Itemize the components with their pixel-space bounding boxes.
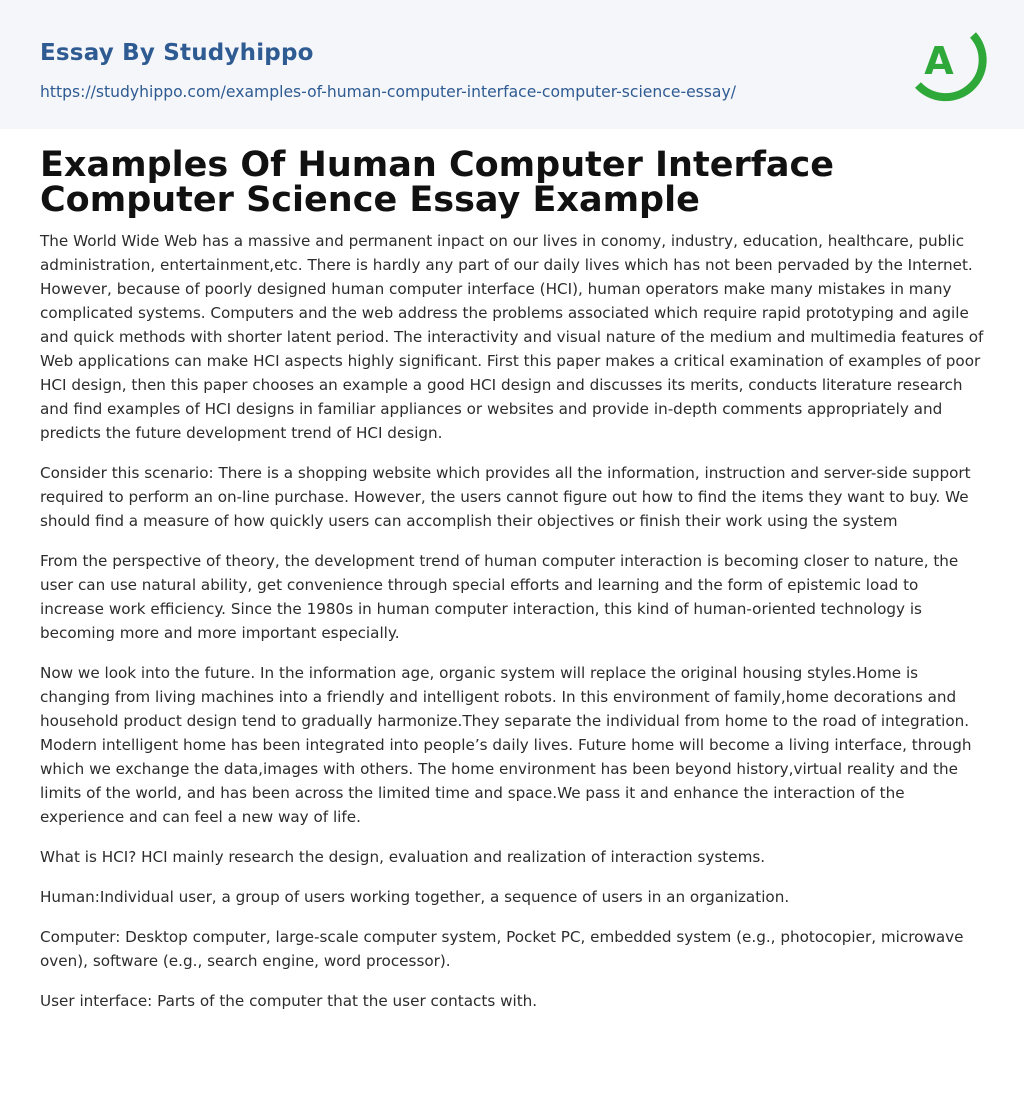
article-title: Examples Of Human Computer Interface Computer Science Essay Example xyxy=(40,145,835,220)
paragraph: Consider this scenario: There is a shopping website which provides all the information, instruction and server-side support required to perform an on-line purchase. However, the users cannot figure out how to find the items they want to buy. We should find a measure of how quickly users can accomplish their objectives or finish their work using the system xyxy=(40,464,971,530)
paragraph: Now we look into the future. In the information age, organic system will replace the original housing styles.Home is changing from living machines into a friendly and intelligent robots. In this environment of family,home decorations and household product design tend to gradually harmonize.They separate the individual from home to the road of integration. Modern intelligent home has been integrated into people’s daily lives. Future home will become a living interface, through which we exchange the data,images with others. The home environment has been beyond history,virtual reality and the limits of the world, and has been across the limited time and space.We pass it and enhance the interaction of the experience and can feel a new way of life. xyxy=(40,664,972,826)
paragraph: From the perspective of theory, the development trend of human computer interaction is becoming closer to nature, the user can use natural ability, get convenience through special efforts and learning and the form of epistemic load to increase work efficiency. Since the 1980s in human computer interaction, this kind of human-oriented technology is becoming more and more important especially. xyxy=(40,552,959,642)
article-body xyxy=(40,229,986,1013)
site-header xyxy=(0,0,1024,129)
article-main xyxy=(40,145,986,1029)
paragraph: What is HCI? HCI mainly research the design, evaluation and realization of interaction systems. xyxy=(40,848,766,866)
logo-letter: A xyxy=(924,39,954,83)
paragraph: User interface: Parts of the computer that the user contacts with. xyxy=(40,992,538,1010)
paragraph: Computer: Desktop computer, large-scale computer system, Pocket PC, embedded system (e.g., photocopier, microwave oven), software (e.g., search engine, word processor). xyxy=(40,928,964,970)
paragraph: Human:Individual user, a group of users working together, a sequence of users in an organization. xyxy=(40,888,790,906)
paragraph: The World Wide Web has a massive and permanent inpact on our lives in conomy, industry, education, healthcare, public administration, entertainment,etc. There is hardly any part of our daily lives which has not been pervaded by the Internet. However, because of poorly designed human computer interface (HCI), human operators make many mistakes in many complicated systems. Computers and the web address the problems associated which require rapid prototyping and agile and quick methods with shorter latent period. The interactivity and visual nature of the medium and multimedia features of Web applications can make HCI aspects highly significant. First this paper makes a critical examination of examples of poor HCI design, then this paper chooses an example a good HCI design and discusses its merits, conducts literature research and find examples of HCI designs in familiar appliances or websites and provide in-depth comments appropriately and predicts the future development trend of HCI design. xyxy=(40,232,984,442)
studyhippo-logo-icon[interactable] xyxy=(910,18,988,106)
site-brand[interactable]: Essay By Studyhippo xyxy=(40,40,314,66)
essay-url-link[interactable]: https://studyhippo.com/examples-of-human-computer-interface-computer-science-essay/ xyxy=(40,83,736,101)
